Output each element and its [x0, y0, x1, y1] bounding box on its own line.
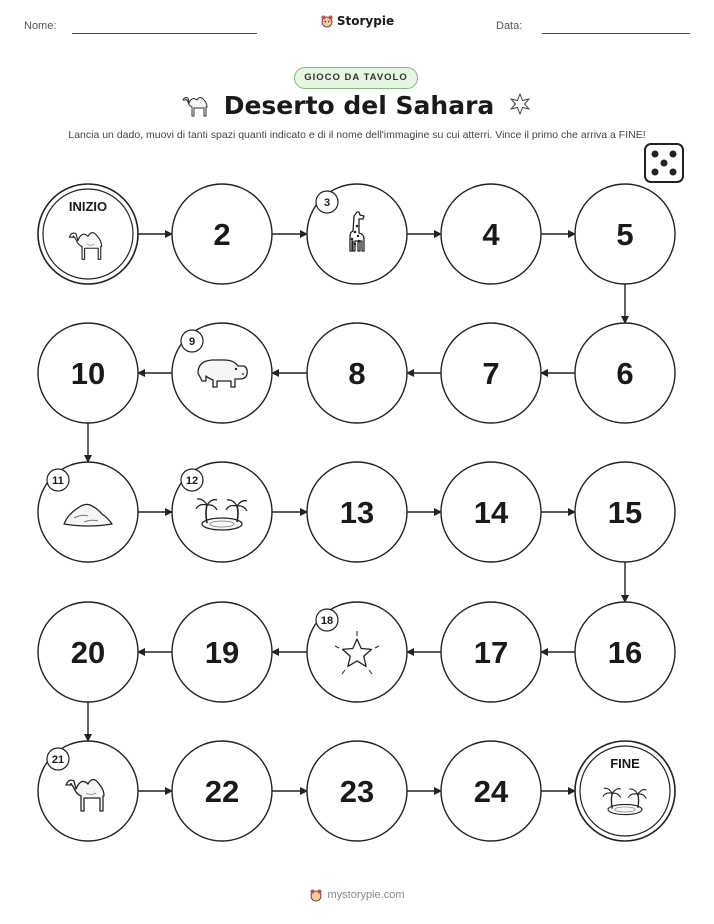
board-space-6 [575, 323, 675, 423]
footer [0, 888, 714, 902]
space-number: 2 [213, 217, 231, 252]
instructions: Lancia un dado, muovi di tanti spazi quanti indicato e di il nome dell'immagine su cui atterri. Vince il primo che arriva a FINE! [68, 129, 646, 141]
board-space-23 [307, 741, 407, 841]
board-space-9 [172, 323, 272, 423]
space-number: 22 [204, 774, 240, 809]
board-space-20 [38, 602, 138, 702]
space-number: 4 [482, 217, 500, 252]
board-space-5 [575, 184, 675, 284]
space-number: 19 [204, 635, 240, 670]
board-space-17 [441, 602, 541, 702]
footer-url: mystorypie.com [327, 889, 405, 901]
board-space-8 [307, 323, 407, 423]
board-space-10 [38, 323, 138, 423]
space-number: 15 [607, 495, 643, 530]
space-number: 5 [616, 217, 634, 252]
space-number: 7 [482, 356, 500, 391]
space-number: 18 [320, 615, 334, 627]
board-space-7 [441, 323, 541, 423]
category-badge: GIOCO DA TAVOLO [294, 67, 418, 89]
space-number: 6 [616, 356, 634, 391]
storypie-mascot-icon [309, 888, 323, 902]
space-number: 16 [607, 635, 643, 670]
board-space-12 [172, 462, 272, 562]
board-space-15 [575, 462, 675, 562]
finish-label: FINE [610, 756, 640, 771]
board-space-21 [38, 741, 138, 841]
board-space-11 [38, 462, 138, 562]
space-number: 9 [188, 336, 196, 348]
brand-name: Storypie [336, 14, 395, 28]
space-number: 3 [323, 197, 331, 209]
start-label: INIZIO [68, 199, 108, 214]
board-space-13 [307, 462, 407, 562]
space-number: 24 [473, 774, 509, 809]
board-space-19 [172, 602, 272, 702]
board-space-4 [441, 184, 541, 284]
page-title: Deserto del Sahara [223, 90, 495, 120]
space-number: 17 [473, 635, 509, 670]
board-space-2 [172, 184, 272, 284]
space-number: 10 [70, 356, 106, 391]
board-space-3 [307, 184, 407, 284]
space-number: 8 [348, 356, 366, 391]
space-number: 12 [185, 475, 199, 487]
space-number: 13 [339, 495, 375, 530]
space-number: 11 [52, 475, 64, 487]
space-number: 23 [339, 774, 375, 809]
board-space-24 [441, 741, 541, 841]
board-space-18 [307, 602, 407, 702]
space-number: 20 [70, 635, 106, 670]
board-space-14 [441, 462, 541, 562]
space-number: 14 [473, 495, 509, 530]
name-label: Nome: [24, 20, 57, 32]
board-space-22 [172, 741, 272, 841]
space-number: 21 [51, 754, 65, 766]
date-label: Data: [496, 20, 523, 32]
board-space-16 [575, 602, 675, 702]
board-space-25 [575, 741, 675, 841]
board-space-1 [38, 184, 138, 284]
